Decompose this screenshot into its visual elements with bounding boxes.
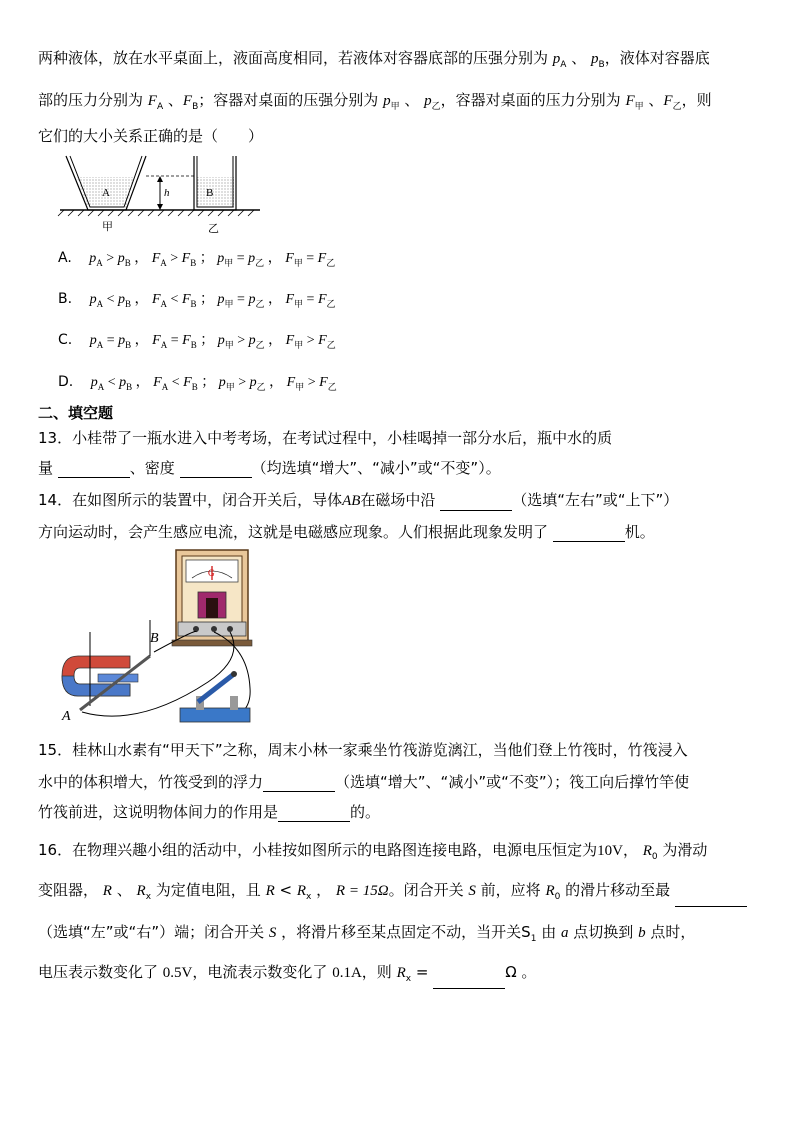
q14-blank-direction[interactable] [440, 495, 512, 511]
q14-line-1 [38, 490, 678, 511]
q13-line-2 [38, 458, 501, 478]
q12-line-3: 它们的大小关系正确的是（ ） [38, 127, 264, 145]
label-g: G [208, 568, 215, 578]
q16-text-2d: 前，应将 [480, 881, 541, 899]
label-a: A [102, 187, 110, 199]
q15-line-1: 15．桂林山水素有“甲天下”之称，周末小林一家乘坐竹筏游览漓江，当他们登上竹筏时，竹筏浸入 [38, 741, 688, 759]
q14-text-1b: 在磁场中沿 [360, 491, 441, 509]
q16-text-2e: 的滑片移动至最 [565, 881, 675, 899]
label-yi: 乙 [208, 223, 219, 234]
q14-text-1a: 14．在如图所示的装置中，闭合开关后，导体 [38, 491, 343, 509]
q12-line-2: 部的压力分别为 $F_A$ 、$F_B$；容器对桌面的压强分别为 $p_甲$ 、 $p_乙$，容器对桌面的压力分别为 $F_甲$ 、$F_乙$，则 [38, 91, 712, 112]
q13-text-2b: 、密度 [129, 459, 180, 477]
q12-text-2d: ，则 [681, 91, 712, 109]
q16-text-3b: ，将滑片移至某点固定不动，当开关 [281, 923, 522, 941]
q12-text-2a: 部的压力分别为 [38, 91, 144, 109]
q16-text-4b: ，电流表示数变化了 [192, 963, 328, 981]
label-b: B [206, 187, 214, 199]
q16-text-2a: 变阻器， [38, 881, 99, 899]
option-a-label: A. [58, 250, 72, 266]
q16-text-4a: 电压表示数变化了 [38, 963, 159, 981]
q16-dv: 0.5V [162, 965, 193, 981]
q13-text-2a: 量 [38, 459, 58, 477]
q16-text-3d: 点切换到 [573, 923, 634, 941]
q16-line-1: 16．在物理兴趣小组的活动中，小桂按如图所示的电路图连接电路，电源电压恒定为10V， $R_0$ 为滑动 [38, 841, 708, 862]
label-h: h [164, 187, 170, 199]
option-c-label: C. [58, 332, 73, 348]
q16-text-3e: 点时， [650, 923, 696, 941]
q13-blank-density[interactable] [180, 462, 252, 478]
q16-text-1c: 为滑动 [662, 841, 708, 859]
q16-text-4d: Ω 。 [505, 963, 537, 981]
q12-text-2b: ；容器对桌面的压强分别为 [198, 91, 379, 109]
q15-text-3b: 的。 [350, 803, 381, 821]
q12-text-1: 两种液体，放在水平桌面上，液面高度相同，若液体对容器底部的压强分别为 [38, 49, 549, 67]
q16-text-2c: 。闭合开关 [388, 881, 464, 899]
q16-volt: 10V [597, 843, 623, 859]
q13-blank-mass[interactable] [58, 462, 130, 478]
q12-text-2c: ，容器对桌面的压力分别为 [440, 91, 621, 109]
q14-text-2a: 方向运动时，会产生感应电流，这就是电磁感应现象。人们根据此现象发明了 [38, 523, 553, 541]
q15-text-3a: 竹筏前进，这说明物体间力的作用是 [38, 803, 279, 821]
q16-blank-rx[interactable] [433, 973, 505, 989]
section-title: 二、填空题 [38, 404, 114, 422]
option-d[interactable]: D. $p_A < p_B$ ， $F_A < F_B$ ； $p_甲 > p_乙$ ， $F_甲 > F_乙$ [58, 374, 337, 392]
q16-line-4: 电压表示数变化了 0.5V，电流表示数变化了 0.1A，则 $R_x = \Omega$ 。 [38, 962, 536, 989]
q16-blank-end[interactable] [675, 891, 747, 907]
q16-text-1b: ， [622, 841, 638, 859]
q15-line-3 [38, 802, 380, 822]
option-c[interactable]: C. $p_A = p_B$ ， $F_A = F_B$ ； $p_甲 > p_乙$ ， $F_甲 > F_乙$ [58, 332, 336, 350]
containers-figure [56, 152, 266, 234]
option-d-label: D. [58, 374, 74, 390]
q12-text-1b: ，液体对容器底 [604, 49, 710, 67]
q16-text-1a: 16．在物理兴趣小组的活动中，小桂按如图所示的电路图连接电路，电源电压恒定为 [38, 841, 598, 859]
option-b-label: B. [58, 291, 73, 307]
q16-line-3: （选填“左”或“右”）端；闭合开关 S ，将滑片移至某点固定不动，当开关$S_1$ 由 a 点切换到 b 点时， [38, 923, 696, 944]
q16-text-2b: 为定值电阻，且 [155, 881, 261, 899]
q16-r15: R = 15Ω [335, 883, 389, 899]
label-b-fig: B [150, 631, 159, 646]
q16-text-3a: （选填“左”或“右”）端；闭合开关 [38, 923, 265, 941]
q15-text-2b: （选填“增大”、“减小”或“不变”）；筏工向后撑竹竿使 [335, 773, 690, 791]
q15-blank-force[interactable] [278, 806, 350, 822]
option-b[interactable]: B. $p_A < p_B$ ， $F_A < F_B$ ； $p_甲 = p_乙$ ， $F_甲 = F_乙$ [58, 291, 336, 309]
q13-line-1: 13．小桂带了一瓶水进入中考考场，在考试过程中，小桂喝掉一部分水后，瓶中水的质 [38, 429, 613, 447]
q14-text-2b: 机。 [624, 523, 655, 541]
q16-text-4c: ，则 [361, 963, 392, 981]
q16-di: 0.1A [332, 965, 362, 981]
galvanometer-figure [58, 548, 263, 730]
label-jia: 甲 [102, 221, 113, 233]
q16-text-3c: 由 [541, 923, 557, 941]
q14-ab: AB [342, 493, 361, 509]
q15-blank-buoyancy[interactable] [263, 776, 335, 792]
q16-line-2: 变阻器， R 、 $R_x$ 为定值电阻，且 $R < R_x$ ， R = 15Ω。闭合开关 S 前，应将 $R_0$ 的滑片移动至最 [38, 880, 747, 907]
label-a-fig: A [62, 709, 71, 724]
q12-line-1: 两种液体，放在水平桌面上，液面高度相同，若液体对容器底部的压强分别为 $p_A$ 、 $p_B$，液体对容器底 [38, 49, 710, 70]
q14-blank-machine[interactable] [553, 526, 625, 542]
option-a[interactable]: A. $p_A > p_B$ ， $F_A > F_B$ ； $p_甲 = p_乙$ ， $F_甲 = F_乙$ [58, 250, 336, 268]
q14-text-1c: （选填“左右”或“上下”） [512, 491, 679, 509]
q13-text-2c: （均选填“增大”、“减小”或“不变”）。 [251, 459, 501, 477]
q14-line-2 [38, 522, 655, 542]
q16-r0: R [642, 843, 652, 859]
q15-text-2a: 水中的体积增大，竹筏受到的浮力 [38, 773, 264, 791]
q15-line-2 [38, 772, 689, 792]
